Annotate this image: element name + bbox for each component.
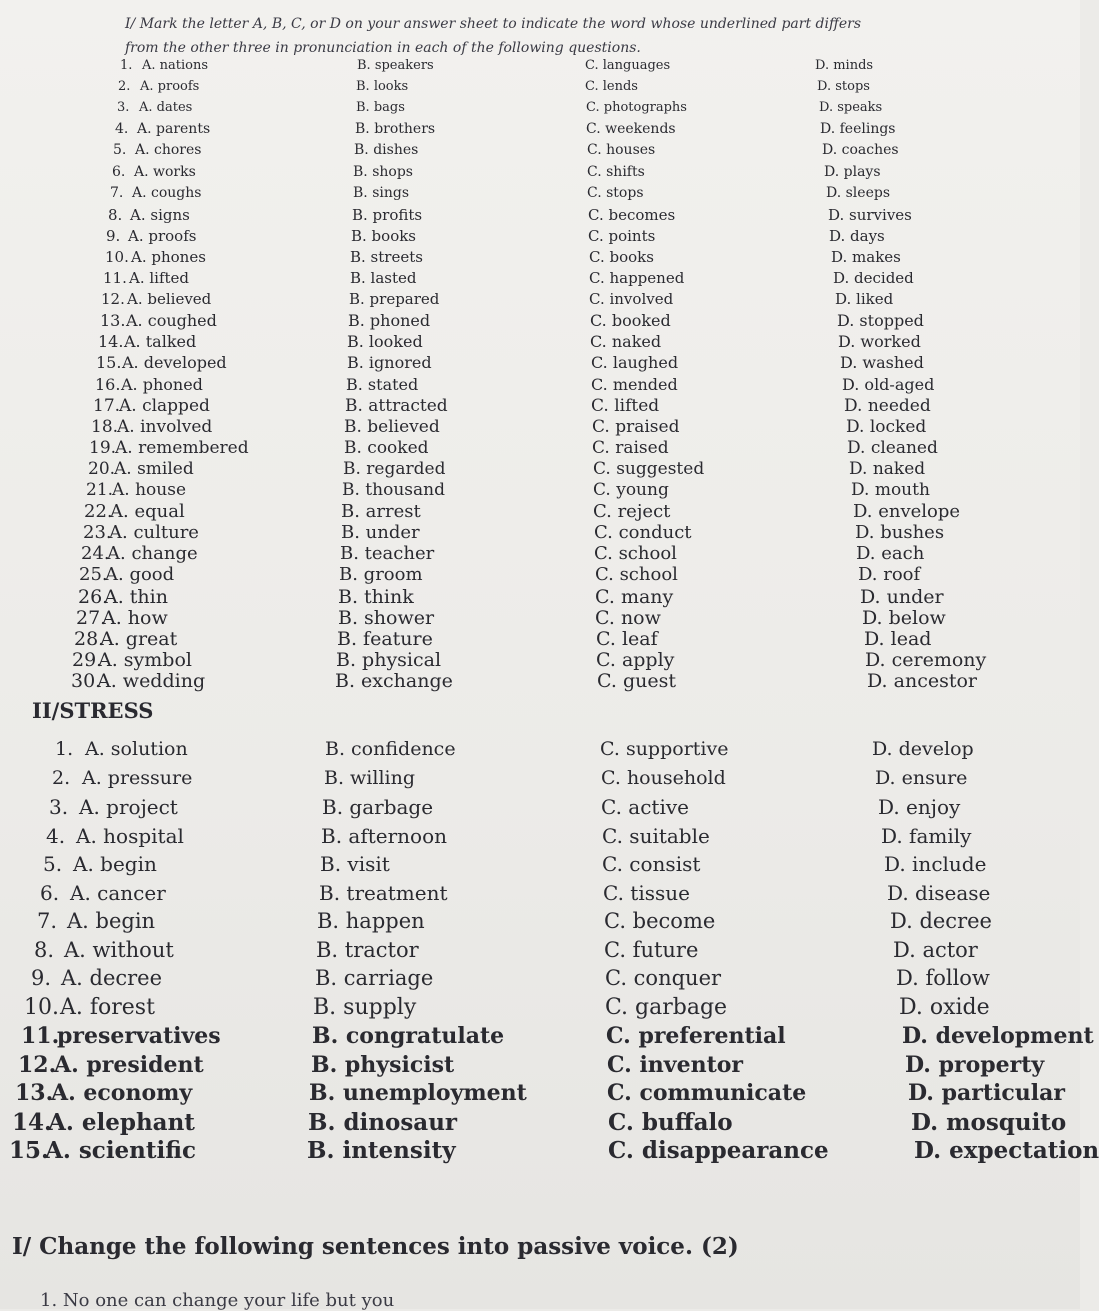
question-number: 11. — [21, 1023, 60, 1049]
option-c: C. communicate — [607, 1080, 807, 1106]
option-a: A. phones — [131, 248, 206, 266]
option-d: D. survives — [828, 206, 912, 224]
option-a: A. coughed — [126, 311, 217, 330]
question-number: 25. — [79, 564, 108, 585]
option-b: B. under — [341, 522, 420, 543]
option-a: A. scientific — [45, 1137, 196, 1164]
question-number: 7. — [37, 909, 58, 933]
option-d: D. cleaned — [847, 438, 938, 458]
option-a: A. culture — [109, 522, 199, 543]
passive-voice-heading: I/ Change the following sentences into passive voice. (2) — [12, 1233, 739, 1260]
option-c: C. many — [595, 586, 674, 608]
option-d: D. sleeps — [826, 185, 891, 201]
option-b: B. groom — [339, 564, 423, 585]
question-number: 4. — [115, 121, 129, 137]
option-d: D. liked — [835, 290, 894, 308]
option-c: C. consist — [602, 852, 701, 876]
question-number: 8. — [108, 206, 123, 224]
option-c: C. conquer — [605, 966, 722, 990]
option-d: D. ancestor — [867, 670, 977, 692]
option-b: B. cooked — [344, 438, 429, 458]
option-c: C. supportive — [600, 738, 729, 760]
option-c: C. booked — [590, 311, 671, 330]
option-d: D. envelope — [853, 501, 961, 522]
option-d: D. makes — [831, 248, 901, 266]
stress-question-row — [0, 767, 1080, 797]
question-number: 9. — [31, 966, 52, 990]
question-number: 6. — [112, 164, 126, 180]
option-c: C. books — [589, 248, 654, 266]
option-b: B. willing — [324, 767, 416, 789]
option-d: D. mouth — [851, 480, 930, 500]
option-c: C. raised — [592, 438, 669, 458]
instruction-line-2: from the other three in pronunciation in each of the following questions. — [125, 40, 641, 56]
question-number: 10. — [24, 995, 59, 1020]
option-d: D. needed — [844, 396, 931, 416]
stress-question-row — [0, 1023, 1094, 1053]
stress-question-row — [0, 852, 1080, 882]
option-a: A. coughs — [132, 185, 202, 201]
question-number: 14. — [98, 332, 124, 351]
option-a: A. nations — [142, 58, 209, 73]
option-b: B. dinosaur — [308, 1109, 458, 1136]
option-b: B. feature — [337, 628, 433, 650]
option-c: C. household — [601, 767, 726, 789]
option-c: C. future — [604, 938, 699, 962]
option-d: D. oxide — [899, 995, 990, 1020]
option-a: A. cancer — [70, 881, 166, 905]
option-b: B. bags — [356, 100, 405, 115]
option-c: C. tissue — [603, 881, 690, 905]
option-b: B. streets — [350, 248, 423, 266]
option-c: C. weekends — [586, 121, 676, 137]
option-b: B. carriage — [315, 966, 434, 990]
option-d: D. feelings — [820, 121, 896, 137]
option-b: B. brothers — [355, 121, 436, 137]
option-b: B. looked — [347, 332, 423, 351]
stress-question-row — [0, 1109, 1080, 1139]
option-d: D. property — [905, 1052, 1045, 1078]
option-a: A. hospital — [76, 824, 184, 848]
question-number: 4. — [46, 824, 66, 848]
option-c: C. young — [593, 480, 669, 500]
option-a: A. dates — [139, 100, 193, 115]
question-number: 1. — [120, 58, 133, 73]
question-number: 8. — [34, 938, 55, 962]
option-a: A. change — [107, 543, 198, 564]
question-number: 2. — [52, 767, 71, 789]
option-b: B. supply — [313, 995, 417, 1020]
stress-section-heading: II/STRESS — [32, 698, 154, 723]
question-number: 23. — [83, 522, 112, 543]
option-b: B. believed — [344, 417, 440, 437]
option-b: B. lasted — [350, 269, 417, 287]
option-b: B. afternoon — [321, 824, 448, 848]
question-number: 29. — [72, 649, 103, 671]
question-number: 1. — [55, 738, 74, 760]
option-b: B. prepared — [349, 290, 440, 308]
stress-question-row — [0, 938, 1080, 968]
question-number: 3. — [49, 795, 69, 819]
option-d: D. coaches — [822, 142, 899, 158]
option-c: C. involved — [589, 290, 674, 308]
stress-question-row — [0, 795, 1080, 825]
option-a: A. without — [64, 938, 174, 962]
option-c: C. houses — [587, 142, 656, 158]
option-d: D. lead — [864, 628, 932, 650]
option-c: C. suitable — [602, 824, 710, 848]
option-d: D. speaks — [819, 100, 883, 115]
option-a: A. decree — [61, 966, 163, 990]
option-c: C. becomes — [588, 206, 676, 224]
option-d: D. locked — [846, 417, 927, 437]
option-c: C. suggested — [593, 459, 705, 479]
option-d: D. minds — [815, 58, 874, 73]
question-number: 24. — [81, 543, 110, 564]
option-d: D. development — [902, 1023, 1094, 1049]
stress-question-row — [0, 1080, 1080, 1110]
option-c: C. naked — [590, 332, 662, 351]
option-d: D. days — [829, 227, 885, 245]
question-number: 28. — [74, 628, 105, 650]
option-b: B. garbage — [322, 795, 434, 819]
option-d: D. follow — [896, 966, 990, 990]
question-number: 20. — [88, 459, 116, 479]
option-a: A. solution — [85, 738, 188, 760]
option-d: D. washed — [840, 353, 924, 372]
option-b: B. sings — [353, 185, 410, 201]
option-c: C. shifts — [587, 164, 645, 180]
option-b: B. teacher — [340, 543, 435, 564]
stress-question-row — [0, 738, 1080, 768]
option-a: A. president — [54, 1052, 204, 1078]
option-c: C. guest — [597, 670, 676, 692]
option-d: D. family — [881, 824, 972, 848]
option-a: A. involved — [117, 417, 213, 437]
stress-question-row — [0, 824, 1080, 854]
option-a: A. signs — [130, 206, 190, 224]
option-c: C. preferential — [606, 1023, 786, 1049]
option-b: B. ignored — [347, 353, 432, 372]
question-number: 12. — [101, 290, 125, 308]
question-number: 12. — [18, 1052, 57, 1078]
option-b: B. happen — [317, 909, 425, 933]
stress-question-row — [0, 909, 1080, 939]
option-c: C. school — [595, 564, 678, 585]
question-number: 17. — [93, 396, 121, 416]
option-b: B. exchange — [335, 670, 453, 692]
pronunciation-question-row — [0, 670, 1080, 700]
option-a: A. pressure — [82, 767, 193, 789]
option-b: B. physical — [336, 649, 442, 671]
option-a: A. elephant — [48, 1109, 195, 1136]
option-b: B. books — [351, 227, 417, 245]
option-c: C. school — [594, 543, 677, 564]
option-a: A. works — [134, 164, 196, 180]
option-c: C. lends — [585, 79, 638, 94]
option-a: preservatives — [57, 1023, 221, 1049]
question-number: 10. — [105, 248, 129, 266]
option-a: A. symbol — [98, 649, 192, 671]
option-a: A. lifted — [129, 269, 190, 287]
option-c: C. inventor — [607, 1052, 743, 1078]
option-a: A. how — [102, 607, 168, 629]
option-c: C. reject — [593, 501, 671, 522]
option-b: B. intensity — [307, 1137, 456, 1164]
option-a: A. proofs — [128, 227, 197, 245]
option-c: C. apply — [596, 649, 675, 671]
option-c: C. become — [604, 909, 716, 933]
question-number: 30. — [71, 670, 102, 692]
option-b: B. treatment — [319, 881, 448, 905]
question-number: 7. — [110, 185, 124, 201]
option-c: C. stops — [587, 185, 644, 201]
option-c: C. disappearance — [608, 1137, 829, 1164]
option-d: D. bushes — [855, 522, 945, 543]
option-b: B. shops — [353, 164, 413, 180]
option-c: C. garbage — [605, 995, 728, 1020]
question-number: 21. — [86, 480, 114, 500]
option-c: C. conduct — [594, 522, 692, 543]
option-b: B. looks — [356, 79, 409, 94]
option-c: C. happened — [589, 269, 685, 287]
option-d: D. develop — [872, 738, 974, 760]
option-d: D. roof — [858, 564, 921, 585]
option-b: B. stated — [346, 375, 419, 394]
question-number: 14. — [12, 1109, 53, 1136]
option-b: B. thousand — [342, 480, 445, 500]
option-a: A. developed — [122, 353, 227, 372]
option-a: A. clapped — [119, 396, 210, 416]
option-d: D. plays — [824, 164, 881, 180]
question-number: 13. — [100, 311, 126, 330]
stress-question-row — [0, 1137, 1099, 1167]
option-a: A. wedding — [97, 670, 206, 692]
option-b: B. regarded — [343, 459, 446, 479]
option-a: A. economy — [51, 1080, 193, 1106]
question-number: 5. — [43, 852, 63, 876]
option-a: A. great — [100, 628, 178, 650]
option-d: D. enjoy — [878, 795, 961, 819]
option-b: B. unemployment — [309, 1080, 527, 1106]
option-d: D. disease — [887, 881, 991, 905]
question-number: 27. — [76, 607, 107, 629]
option-a: A. phoned — [121, 375, 203, 394]
option-a: A. forest — [60, 995, 155, 1020]
option-b: B. confidence — [325, 738, 456, 760]
stress-question-row — [0, 1052, 1080, 1082]
instruction-text — [125, 12, 1055, 60]
option-b: B. profits — [352, 206, 423, 224]
question-number: 15. — [9, 1137, 50, 1164]
option-d: D. stopped — [837, 311, 924, 330]
option-c: C. now — [595, 607, 661, 629]
option-c: C. photographs — [586, 100, 687, 115]
option-d: D. actor — [893, 938, 978, 962]
option-b: B. attracted — [345, 396, 448, 416]
option-b: B. tractor — [316, 938, 419, 962]
option-c: C. lifted — [591, 396, 660, 416]
option-d: D. each — [856, 543, 925, 564]
option-c: C. laughed — [591, 353, 679, 372]
option-d: D. stops — [817, 79, 870, 94]
question-number: 19. — [89, 438, 117, 458]
option-c: C. active — [601, 795, 689, 819]
question-number: 9. — [106, 227, 121, 245]
option-a: A. smiled — [114, 459, 194, 479]
question-number: 18. — [91, 417, 119, 437]
option-a: A. equal — [110, 501, 185, 522]
question-number: 5. — [113, 142, 127, 158]
option-b: B. congratulate — [312, 1023, 505, 1049]
option-a: A. proofs — [140, 79, 200, 94]
option-b: B. visit — [320, 852, 390, 876]
passive-question-1: 1. No one can change your life but you — [40, 1290, 395, 1311]
option-c: C. buffalo — [608, 1109, 733, 1136]
option-d: D. include — [884, 852, 987, 876]
option-b: B. think — [338, 586, 414, 608]
option-c: C. languages — [585, 58, 671, 73]
option-b: B. speakers — [357, 58, 434, 73]
option-a: A. project — [79, 795, 178, 819]
option-d: D. decided — [833, 269, 914, 287]
option-c: C. points — [588, 227, 656, 245]
option-d: D. decree — [890, 909, 992, 933]
option-d: D. mosquito — [911, 1109, 1067, 1136]
option-b: B. arrest — [341, 501, 421, 522]
question-number: 2. — [118, 79, 131, 94]
option-d: D. ceremony — [865, 649, 987, 671]
option-d: D. particular — [908, 1080, 1065, 1106]
question-number: 13. — [15, 1080, 54, 1106]
option-a: A. begin — [73, 852, 157, 876]
question-number: 22. — [84, 501, 113, 522]
stress-question-row — [0, 966, 1080, 996]
option-a: A. remembered — [115, 438, 249, 458]
question-number: 26. — [78, 586, 109, 608]
option-a: A. begin — [67, 909, 156, 933]
option-a: A. house — [112, 480, 187, 500]
option-d: D. naked — [849, 459, 926, 479]
option-a: A. parents — [137, 121, 211, 137]
option-d: D. worked — [838, 332, 921, 351]
option-c: C. praised — [592, 417, 680, 437]
instruction-line-1: I/ Mark the letter A, B, C, or D on your answer sheet to indicate the word whose underlined part differs — [125, 16, 862, 32]
question-number: 3. — [117, 100, 130, 115]
option-b: B. phoned — [348, 311, 431, 330]
question-number: 11. — [103, 269, 127, 287]
option-d: D. under — [860, 586, 944, 608]
option-a: A. thin — [104, 586, 168, 608]
option-c: C. leaf — [596, 628, 658, 650]
option-d: D. ensure — [875, 767, 968, 789]
option-b: B. shower — [338, 607, 435, 629]
question-number: 16. — [95, 375, 121, 394]
option-a: A. believed — [127, 290, 212, 308]
option-a: A. good — [105, 564, 175, 585]
option-a: A. talked — [124, 332, 197, 351]
option-d: D. below — [862, 607, 946, 629]
option-b: B. physicist — [311, 1052, 455, 1078]
stress-question-row — [0, 995, 1080, 1025]
option-d: D. old-aged — [842, 375, 935, 394]
option-c: C. mended — [591, 375, 678, 394]
question-number: 6. — [40, 881, 60, 905]
question-number: 15. — [96, 353, 122, 372]
stress-question-row — [0, 881, 1080, 911]
option-b: B. dishes — [354, 142, 419, 158]
option-a: A. chores — [135, 142, 202, 158]
option-d: D. expectation — [914, 1137, 1099, 1164]
